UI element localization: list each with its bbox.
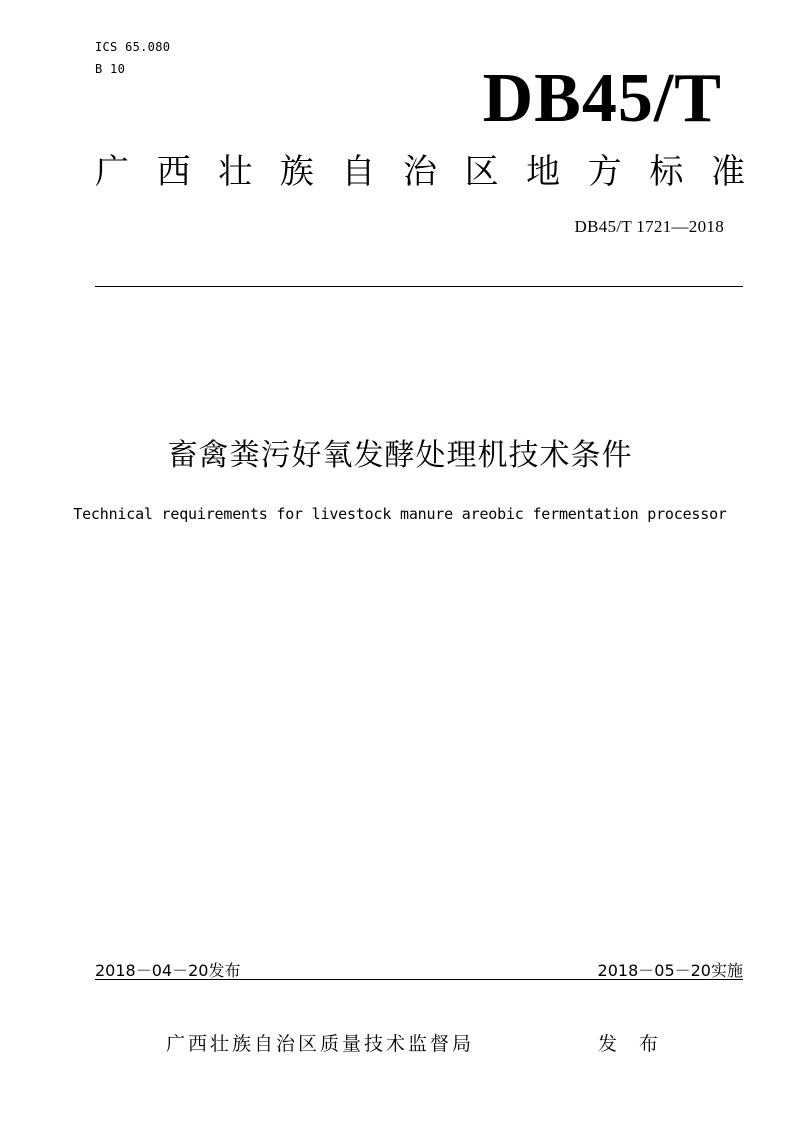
publish-label: 发 布: [598, 1033, 667, 1055]
standard-type: [95, 152, 745, 193]
standard-type-char: 治: [402, 152, 437, 192]
standard-type-char: 广: [95, 152, 129, 192]
publisher-name: 广西壮族自治区质量技术监督局: [166, 1033, 475, 1055]
standard-type-char: 自: [341, 152, 376, 192]
standard-type-char: 地: [526, 152, 561, 192]
standard-type-char: 西: [156, 152, 191, 192]
standard-number: DB45/T 1721—2018: [574, 217, 724, 236]
title-chinese: 畜禽粪污好氧发酵处理机技术条件: [167, 438, 633, 473]
standard-type-char: 方: [587, 152, 622, 192]
title-english: Technical requirements for livestock manure areobic fermentation processor: [73, 505, 727, 523]
standard-type-char: 准: [710, 152, 745, 192]
standard-type-char: 族: [279, 152, 314, 192]
standard-type-char: 标: [649, 152, 684, 192]
implementation-date: 2018－05－20实施: [597, 961, 743, 980]
issue-date: 2018－04－20发布: [95, 961, 241, 980]
standard-type-char: 区: [464, 152, 499, 192]
classification-code: B 10: [95, 62, 126, 76]
standard-mark: DB45/T: [482, 60, 722, 137]
header-divider: [95, 286, 743, 287]
footer-divider: [95, 979, 743, 980]
standard-type-char: 壮: [218, 152, 253, 192]
ics-code: ICS 65.080: [95, 40, 171, 54]
